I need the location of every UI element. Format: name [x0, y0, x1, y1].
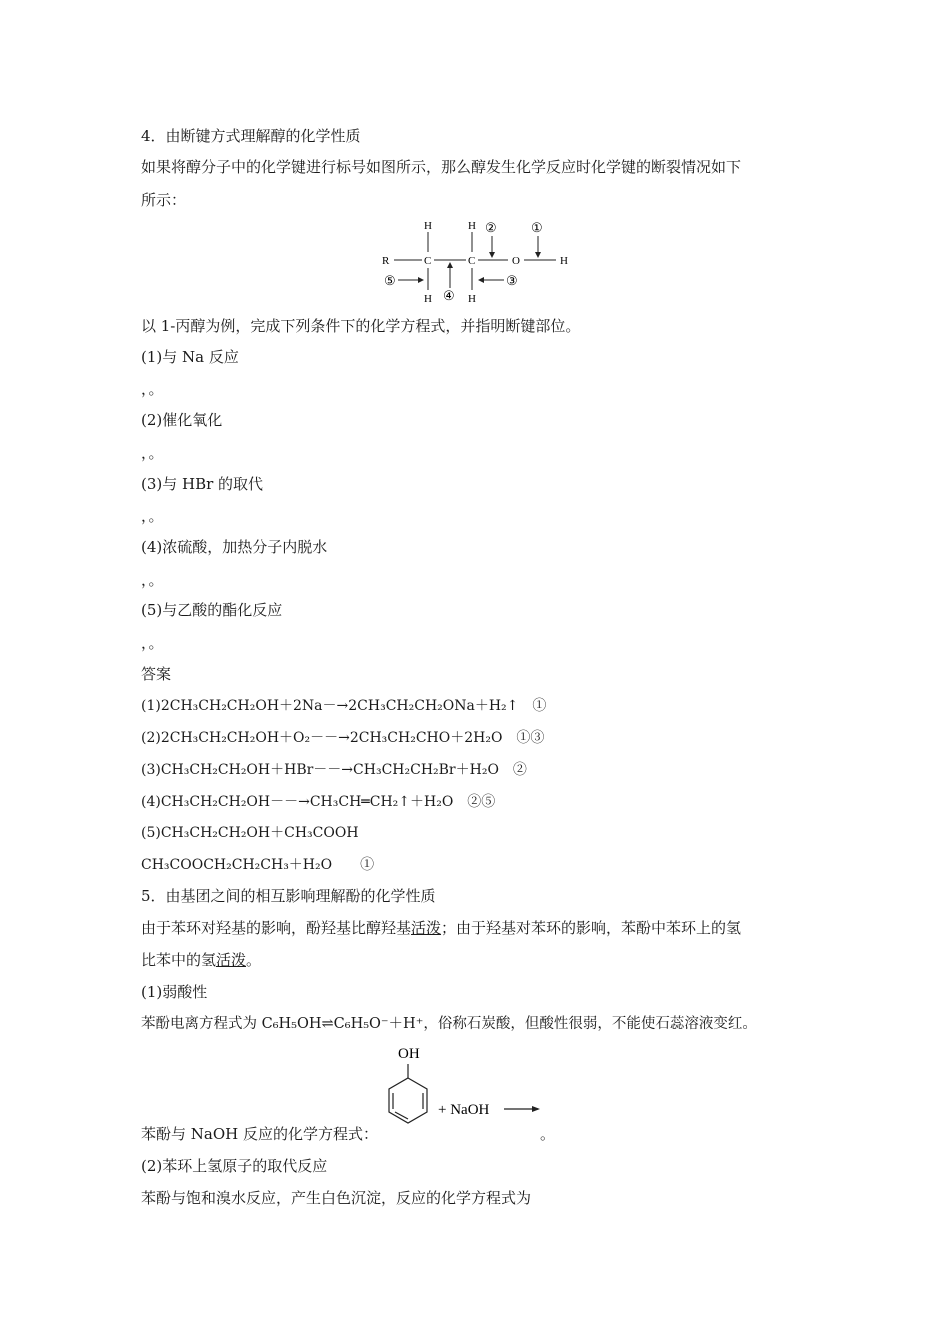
bromine-reaction-text: 苯酚与饱和溴水反应，产生白色沉淀，反应的化学方程式为	[141, 1189, 532, 1207]
naoh-reaction-period: 。	[540, 1125, 556, 1143]
diagram-h-top2: H	[468, 220, 476, 232]
diagram-h-bot1: H	[424, 293, 432, 305]
alcohol-bond-diagram	[378, 216, 578, 306]
plus-naoh: + NaOH	[438, 1102, 490, 1118]
answer-blank-4: ，。	[141, 571, 164, 589]
bond-label-1: ①	[531, 220, 543, 235]
answer-3: (3)CH₃CH₂CH₂OH＋HBr－－→CH₃CH₂CH₂Br＋H₂O ②	[141, 762, 527, 778]
diagram-c1: C	[424, 255, 432, 267]
diagram-o: O	[512, 255, 520, 267]
example-instruction: 以 1-丙醇为例，完成下列条件下的化学方程式，并指明断键部位。	[141, 317, 581, 335]
bond-label-2: ②	[485, 220, 497, 235]
question-5: (5)与乙酸的酯化反应	[141, 601, 283, 619]
diagram-h-top1: H	[424, 220, 432, 232]
answer-title: 答案	[141, 665, 172, 683]
question-1: (1)与 Na 反应	[141, 348, 239, 366]
answer-5: (5)CH₃CH₂CH₂OH＋CH₃COOH	[141, 825, 359, 841]
oh-group: OH	[398, 1046, 420, 1062]
answer-blank-3: ，。	[141, 507, 164, 525]
ionization-equation: 苯酚电离方程式为 C₆H₅OH⇌C₆H₅O⁻＋H⁺，俗称石炭酸，但酸性很弱，不能使石蕊溶液变红。	[141, 1016, 757, 1032]
subheading-weak-acidity: (1)弱酸性	[141, 983, 208, 1001]
underlined-answer: 活泼	[411, 919, 442, 937]
answer-blank-2: ，。	[141, 444, 164, 462]
answer-2: (2)2CH₃CH₂CH₂OH＋O₂－－→2CH₃CH₂CHO＋2H₂O ①③	[141, 730, 545, 746]
section-4-intro: 如果将醇分子中的化学键进行标号如图所示，那么醇发生化学反应时化学键的断裂情况如下	[141, 158, 742, 176]
question-3: (3)与 HBr 的取代	[141, 475, 264, 493]
text: 比苯中的氢	[141, 951, 217, 969]
naoh-reaction-label: 苯酚与 NaOH 反应的化学方程式：	[141, 1125, 378, 1143]
text: 。	[246, 951, 262, 969]
answer-blank-5: ，。	[141, 634, 164, 652]
phenol-paragraph-2	[141, 950, 261, 970]
text: ；由于羟基对苯环的影响，苯酚中苯环上的氢	[441, 919, 742, 937]
answer-1: (1)2CH₃CH₂CH₂OH＋2Na－→2CH₃CH₂CH₂ONa＋H₂↑ ①	[141, 698, 547, 714]
section-4-intro-cont: 所示：	[141, 191, 187, 209]
bond-label-5: ⑤	[384, 273, 396, 288]
section-5-heading: 5．由基团之间的相互影响理解酚的化学性质	[141, 887, 436, 905]
bond-label-4: ④	[443, 288, 455, 303]
bond-label-3: ③	[506, 273, 518, 288]
underlined-answer: 活泼	[216, 951, 247, 969]
question-4: (4)浓硫酸，加热分子内脱水	[141, 538, 328, 556]
diagram-c2: C	[468, 255, 476, 267]
answer-blank-1: ，。	[141, 380, 164, 398]
arrow-icon	[532, 1106, 540, 1112]
answer-4: (4)CH₃CH₂CH₂OH－－→CH₃CH═CH₂↑＋H₂O ②⑤	[141, 794, 496, 810]
diagram-r: R	[382, 255, 390, 267]
diagram-h-bot2: H	[468, 293, 476, 305]
section-4-heading: 4．由断键方式理解醇的化学性质	[141, 127, 361, 145]
diagram-h-end: H	[560, 255, 568, 267]
subheading-substitution: (2)苯环上氢原子的取代反应	[141, 1157, 328, 1175]
question-2: (2)催化氧化	[141, 411, 223, 429]
answer-5-products: CH₃COOCH₂CH₂CH₃＋H₂O ①	[141, 857, 375, 873]
phenol-naoh-equation	[378, 1042, 548, 1140]
text: 由于苯环对羟基的影响，酚羟基比醇羟基	[141, 919, 412, 937]
phenol-paragraph-1	[141, 918, 741, 938]
